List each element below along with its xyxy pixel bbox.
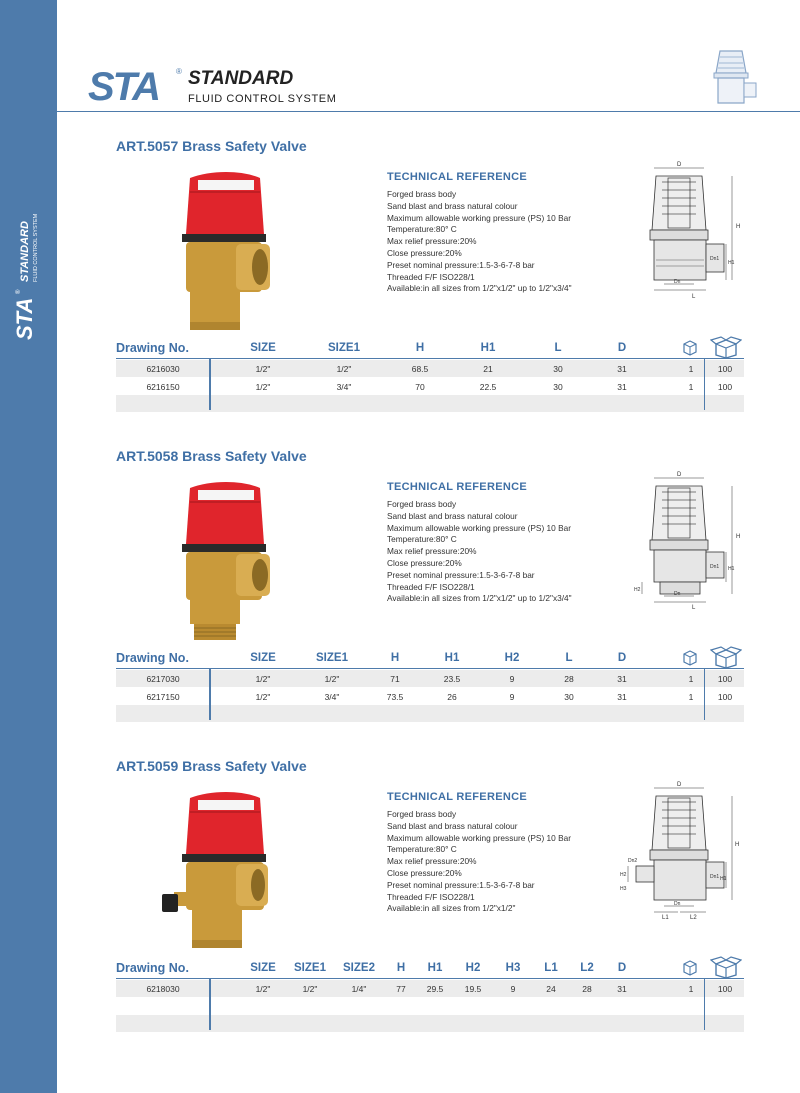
- dim-label-dn1: Dn1: [710, 256, 720, 262]
- section-title: ART.5059 Brass Safety Valve: [116, 758, 307, 774]
- dim-label-l1: L1: [662, 915, 669, 920]
- col-header-d: D: [617, 342, 627, 354]
- cell-inner-qty: 1: [688, 674, 694, 684]
- col-header-h1: H1: [427, 962, 443, 974]
- technical-drawing: [628, 470, 746, 610]
- logo-letters: STA: [88, 65, 160, 106]
- table-divider: [704, 668, 705, 720]
- cell-h: 73.5: [386, 692, 404, 702]
- dim-label-h: H: [735, 842, 740, 848]
- table-divider: [209, 358, 211, 410]
- cell-h1: 21: [483, 364, 493, 374]
- tech-line: Preset nominal pressure:1.5-3-6-7-8 bar: [387, 259, 535, 270]
- brand-logo-graphic: [88, 64, 348, 106]
- cell-carton-qty: 100: [717, 692, 733, 702]
- tech-line: Preset nominal pressure:1.5-3-6-7-8 bar: [387, 879, 535, 890]
- cell-size: 1/2": [255, 674, 271, 684]
- valve-photo-graphic: [168, 482, 278, 642]
- col-header-l: L: [565, 652, 573, 664]
- col-header-size2: SIZE2: [343, 962, 375, 974]
- tech-line: Forged brass body: [387, 809, 457, 819]
- technical-drawing-graphic: [628, 160, 746, 300]
- cell-h2: 9: [509, 692, 515, 702]
- table-divider: [704, 358, 705, 410]
- col-header-size1: SIZE1: [294, 962, 326, 974]
- tech-line: Close pressure:20%: [387, 867, 462, 878]
- cell-size: 1/2": [255, 692, 271, 702]
- tech-line: Maximum allowable working pressure (PS) 10 Bar: [387, 522, 571, 533]
- cell-drawing-no: 6216150: [146, 382, 180, 392]
- technical-reference: [387, 171, 627, 295]
- cell-l: 30: [564, 692, 574, 702]
- technical-drawing: [612, 780, 746, 920]
- tech-line: Maximum allowable working pressure (PS) 10 Bar: [387, 212, 571, 223]
- sidebar-tagline: FLUID CONTROL SYSTEM: [33, 213, 39, 282]
- cell-size: 1/2": [255, 364, 271, 374]
- col-header-size: SIZE: [250, 652, 276, 664]
- sidebar-logo-letters: STA: [12, 297, 37, 340]
- dim-label-dn: Dn: [674, 901, 681, 907]
- col-header-h2: H2: [465, 962, 481, 974]
- dim-label-d: D: [677, 162, 682, 168]
- tech-line: Preset nominal pressure:1.5-3-6-7-8 bar: [387, 569, 535, 580]
- tech-line: Forged brass body: [387, 499, 457, 509]
- carton-box-icon: [710, 956, 742, 978]
- brand-logo: [88, 64, 348, 106]
- dim-label-l: L: [692, 294, 696, 300]
- tech-line: Max relief pressure:20%: [387, 856, 477, 867]
- inner-box-icon: [681, 959, 699, 976]
- technical-drawing-graphic: [612, 780, 746, 920]
- dim-label-h2: H2: [634, 587, 641, 593]
- cell-d: 31: [617, 692, 627, 702]
- dim-label-l2: L2: [690, 915, 697, 920]
- col-header-h: H: [396, 962, 406, 974]
- dim-label-h1: H1: [720, 876, 727, 882]
- tech-line: Max relief pressure:20%: [387, 236, 477, 247]
- dim-label-dn1: Dn1: [710, 564, 720, 570]
- technical-reference: [387, 481, 627, 605]
- dim-label-d: D: [677, 472, 682, 478]
- cell-carton-qty: 100: [717, 984, 733, 994]
- cell-h1: 22.5: [479, 382, 497, 392]
- tech-line: Close pressure:20%: [387, 247, 462, 258]
- cell-size1: 1/2": [324, 674, 340, 684]
- dim-label-h: H: [736, 224, 741, 230]
- carton-box-icon: [710, 646, 742, 668]
- cell-size: 1/2": [255, 984, 271, 994]
- dim-label-h2: H2: [620, 872, 627, 878]
- tech-line: Threaded F/F ISO228/1: [387, 581, 475, 592]
- dim-label-h: H: [736, 534, 741, 540]
- sidebar-registered-mark: ®: [16, 289, 22, 294]
- dim-label-d: D: [677, 782, 682, 788]
- tech-line: Forged brass body: [387, 189, 457, 199]
- cell-inner-qty: 1: [688, 382, 694, 392]
- cell-drawing-no: 6217150: [146, 692, 180, 702]
- cell-h1: 23.5: [443, 674, 461, 684]
- cell-l: 30: [553, 382, 563, 392]
- col-header-size1: SIZE1: [316, 652, 348, 664]
- sidebar-brand-name: STANDARD: [19, 221, 31, 282]
- cell-drawing-no: 6217030: [146, 674, 180, 684]
- technical-reference-title: TECHNICAL REFERENCE: [387, 791, 527, 803]
- dim-label-l: L: [692, 605, 696, 610]
- cell-d: 31: [617, 364, 627, 374]
- table-divider: [704, 978, 705, 1030]
- cell-h: 68.5: [411, 364, 429, 374]
- dim-label-dn: Dn: [674, 279, 681, 285]
- valve-photo: [168, 172, 278, 332]
- carton-box-icon: [710, 336, 742, 358]
- tech-line: Available:in all sizes from 1/2"x1/2" up to 1/2"x3/4": [387, 283, 572, 294]
- cell-size2: 1/4": [351, 984, 367, 994]
- dim-label-h1: H1: [728, 566, 735, 572]
- col-header-d: D: [617, 652, 627, 664]
- tech-line: Temperature:80° C: [387, 224, 457, 235]
- spec-table: [116, 336, 744, 416]
- technical-reference-title: TECHNICAL REFERENCE: [387, 171, 527, 183]
- brand-tagline: FLUID CONTROL SYSTEM: [188, 93, 337, 105]
- technical-drawing-graphic: [628, 470, 746, 610]
- technical-reference: [387, 791, 627, 915]
- cell-carton-qty: 100: [717, 674, 733, 684]
- cell-size1: 3/4": [336, 382, 352, 392]
- col-header-size1: SIZE1: [328, 342, 360, 354]
- tech-line: Sand blast and brass natural colour: [387, 510, 518, 521]
- tech-line: Available:in all sizes from 1/2"x1/2": [387, 903, 516, 914]
- col-header-size: SIZE: [250, 342, 276, 354]
- cell-h: 70: [415, 382, 425, 392]
- cell-carton-qty: 100: [717, 382, 733, 392]
- tech-line: Threaded F/F ISO228/1: [387, 891, 475, 902]
- tech-line: Temperature:80° C: [387, 844, 457, 855]
- tech-line: Close pressure:20%: [387, 557, 462, 568]
- col-header-drawing-no: Drawing No.: [116, 651, 189, 665]
- dim-label-dn2: Dn2: [628, 858, 638, 864]
- cell-h3: 9: [510, 984, 516, 994]
- col-header-h1: H1: [480, 342, 496, 354]
- col-header-h2: H2: [504, 652, 520, 664]
- tech-line: Sand blast and brass natural colour: [387, 200, 518, 211]
- cell-l: 30: [553, 364, 563, 374]
- cell-h1: 29.5: [426, 984, 444, 994]
- registered-mark: ®: [176, 67, 182, 76]
- spec-table: [116, 646, 744, 726]
- col-header-drawing-no: Drawing No.: [116, 341, 189, 355]
- col-header-l2: L2: [580, 962, 594, 974]
- section-title: ART.5058 Brass Safety Valve: [116, 448, 307, 464]
- valve-photo: [168, 482, 278, 642]
- cell-d: 31: [617, 674, 627, 684]
- tech-line: Available:in all sizes from 1/2"x1/2" up to 1/2"x3/4": [387, 593, 572, 604]
- col-header-h: H: [390, 652, 400, 664]
- col-header-h1: H1: [444, 652, 460, 664]
- cell-d: 31: [617, 984, 627, 994]
- cell-h: 71: [390, 674, 400, 684]
- tech-line: Max relief pressure:20%: [387, 546, 477, 557]
- technical-reference-title: TECHNICAL REFERENCE: [387, 481, 527, 493]
- brand-name: STANDARD: [188, 68, 294, 89]
- dim-label-dn1: Dn1: [710, 874, 720, 880]
- cell-drawing-no: 6216030: [146, 364, 180, 374]
- product-section-5057: [0, 138, 800, 418]
- valve-photo-graphic: [160, 792, 270, 952]
- cell-size1: 1/2": [302, 984, 318, 994]
- inner-box-icon: [681, 649, 699, 666]
- spec-table: [116, 956, 744, 1036]
- col-header-drawing-no: Drawing No.: [116, 961, 189, 975]
- valve-photo-graphic: [168, 172, 278, 332]
- tech-line: Sand blast and brass natural colour: [387, 820, 518, 831]
- cell-size1: 3/4": [324, 692, 340, 702]
- technical-drawing: [628, 160, 746, 300]
- cell-drawing-no: 6218030: [146, 984, 180, 994]
- cell-l2: 28: [582, 984, 592, 994]
- header-divider: [57, 111, 800, 112]
- cell-size1: 1/2": [336, 364, 352, 374]
- tech-line: Temperature:80° C: [387, 534, 457, 545]
- cell-h: 77: [396, 984, 406, 994]
- cell-carton-qty: 100: [717, 364, 733, 374]
- section-title: ART.5057 Brass Safety Valve: [116, 138, 307, 154]
- cell-h2: 19.5: [464, 984, 482, 994]
- dim-label-h1: H1: [728, 260, 735, 266]
- table-divider: [209, 978, 211, 1030]
- cell-d: 31: [617, 382, 627, 392]
- cell-size: 1/2": [255, 382, 271, 392]
- cell-inner-qty: 1: [688, 364, 694, 374]
- dim-label-dn: Dn: [674, 591, 681, 597]
- cell-inner-qty: 1: [688, 984, 694, 994]
- cell-h2: 9: [509, 674, 515, 684]
- tech-line: Threaded F/F ISO228/1: [387, 271, 475, 282]
- tech-line: Maximum allowable working pressure (PS) 10 Bar: [387, 832, 571, 843]
- cell-l: 28: [564, 674, 574, 684]
- product-section-5058: [0, 448, 800, 728]
- cell-l1: 24: [546, 984, 556, 994]
- dim-label-h3: H3: [620, 886, 627, 892]
- col-header-size: SIZE: [250, 962, 276, 974]
- product-section-5059: [0, 758, 800, 1038]
- col-header-h: H: [415, 342, 425, 354]
- table-divider: [209, 668, 211, 720]
- col-header-l: L: [554, 342, 562, 354]
- col-header-h3: H3: [505, 962, 521, 974]
- col-header-l1: L1: [544, 962, 558, 974]
- cell-inner-qty: 1: [688, 692, 694, 702]
- valve-outline-icon: [706, 45, 758, 107]
- col-header-d: D: [617, 962, 627, 974]
- valve-photo: [160, 792, 270, 952]
- inner-box-icon: [681, 339, 699, 356]
- cell-h1: 26: [447, 692, 457, 702]
